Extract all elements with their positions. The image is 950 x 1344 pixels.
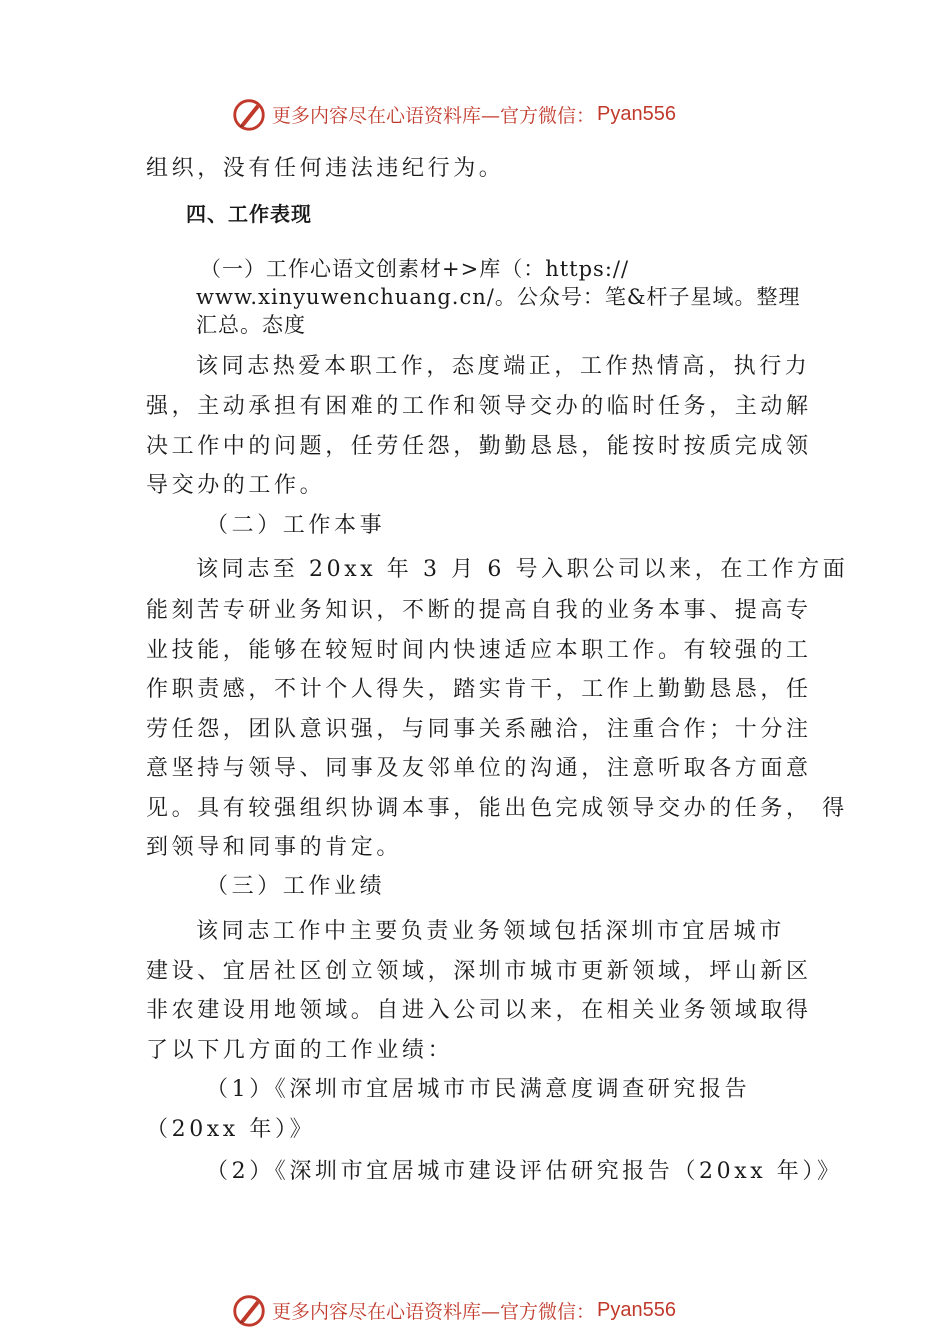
watermark-wechat-id: Pyan556 (597, 102, 676, 125)
subheading-line: （一）工作心语文创素材+>库（：https:// (200, 257, 630, 281)
paragraph-line: 导交办的工作。 (146, 473, 326, 498)
subheading-line: 汇总。态度 (196, 313, 306, 337)
paragraph-line: 决工作中的问题，任劳任怨，勤勤恳恳，能按时按质完成领 (146, 434, 812, 459)
list-item: （20xx 年）》 (146, 1117, 316, 1142)
paragraph-line: 该同志工作中主要负责业务领域包括深圳市宜居城市 (196, 919, 785, 944)
watermark-banner-bottom (0, 1290, 950, 1330)
section-heading: 四、工作表现 (186, 202, 312, 226)
watermark-wechat-id: Pyan556 (597, 1298, 676, 1321)
subheading: （三）工作业绩 (206, 874, 386, 899)
text-line: 组织，没有任何违法违纪行为。 (146, 156, 505, 181)
paragraph-line: 见。具有较强组织协调本事，能出色完成领导交办的任务， 得 (146, 796, 848, 821)
pen-logo-icon (230, 95, 268, 133)
subheading: （二）工作本事 (206, 513, 386, 538)
pen-logo-icon (230, 1291, 268, 1329)
paragraph-line: 到领导和同事的肯定。 (146, 835, 403, 860)
watermark-text: 更多内容尽在心语资料库—官方微信： (272, 104, 596, 127)
paragraph-line: 该同志热爱本职工作，态度端正，工作热情高，执行力 (196, 354, 811, 379)
paragraph-line: 了以下几方面的工作业绩： (146, 1038, 454, 1063)
watermark-text: 更多内容尽在心语资料库—官方微信： (272, 1300, 596, 1323)
paragraph-line: 非农建设用地领域。自进入公司以来，在相关业务领域取得 (146, 998, 812, 1023)
paragraph-line: 该同志至 20xx 年 3 月 6 号入职公司以来，在工作方面 (196, 557, 849, 582)
subheading-line: www.xinyuwenchuang.cn/。公众号：笔&杆子星域。整理 (196, 285, 801, 309)
paragraph-line: 意坚持与领导、同事及友邻单位的沟通，注意听取各方面意 (146, 756, 812, 781)
paragraph-line: 业技能，能够在较短时间内快速适应本职工作。有较强的工 (146, 638, 812, 663)
list-item: （1）《深圳市宜居城市市民满意度调查研究报告 (206, 1077, 751, 1102)
paragraph-line: 建设、宜居社区创立领域，深圳市城市更新领域，坪山新区 (146, 959, 812, 984)
watermark-banner-top (0, 94, 950, 134)
paragraph-line: 强，主动承担有困难的工作和领导交办的临时任务，主动解 (146, 394, 812, 419)
paragraph-line: 作职责感，不计个人得失，踏实肯干，工作上勤勤恳恳，任 (146, 677, 812, 702)
paragraph-line: 能刻苦专研业务知识，不断的提高自我的业务本事、提高专 (146, 598, 812, 623)
paragraph-line: 劳任怨，团队意识强，与同事关系融洽，注重合作；十分注 (146, 717, 812, 742)
list-item: （2）《深圳市宜居城市建设评估研究报告（20xx 年）》 (206, 1159, 843, 1184)
